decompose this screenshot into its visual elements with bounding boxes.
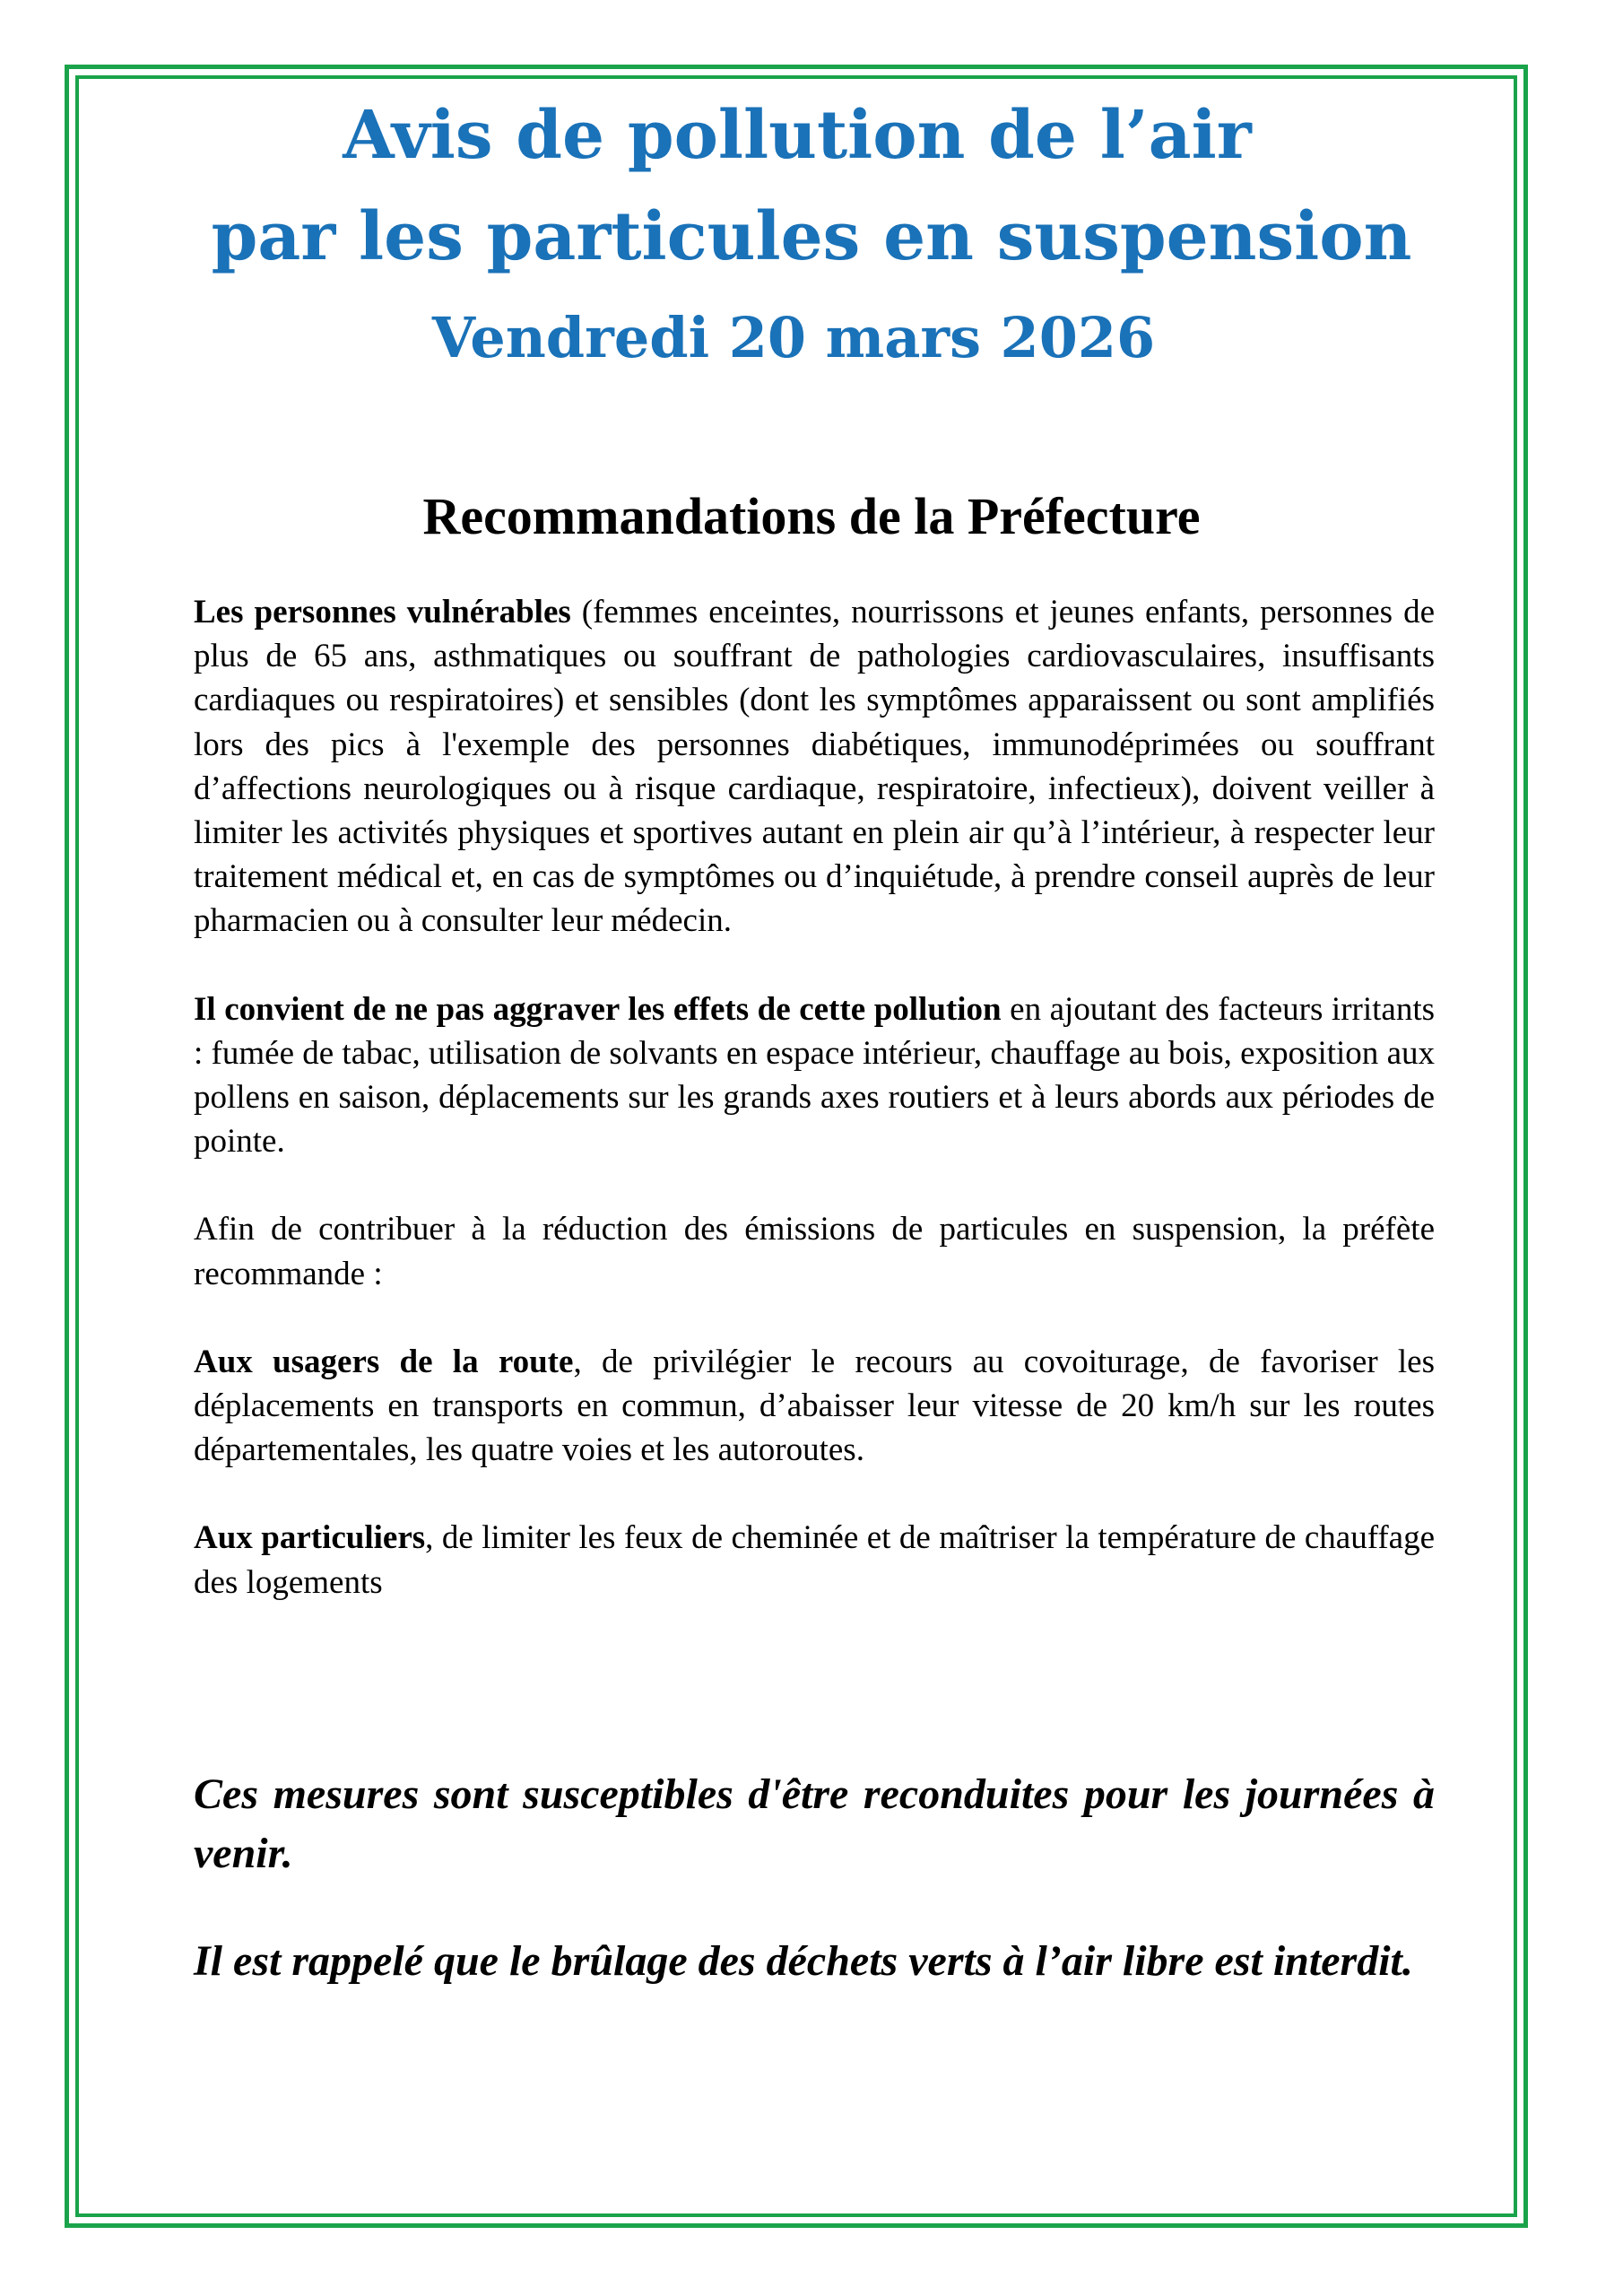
paragraph-text: (femmes enceintes, nourrissons et jeunes enfants, personnes de plus de 65 ans, asthmatiques ou souffrant de pathologies cardiovasculaires, insuffisants cardiaques ou respiratoires) et sensibles (dont les symptômes apparaissent ou sont amplifiés lors des pics à l'exemple des personnes diabétiques, immunodéprimées ou souffrant d’affections neurologiques ou à risque cardiaque, respiratoire, infectieux), doivent veiller à limiter les activités physiques et sportives autant en plein air qu’à l’intérieur, à respecter leur traitement médical et, en cas de symptômes ou d’inquiétude, à prendre conseil auprès de leur pharmacien ou à consulter leur médecin. xyxy=(194,594,1436,940)
notice-date: Vendredi 20 mars 2026 xyxy=(431,305,1156,370)
title-line-1: Avis de pollution de l’air xyxy=(343,97,1252,174)
title-line-2: par les particules en suspension xyxy=(211,198,1412,275)
section-heading: Recommandations de la Préfecture xyxy=(422,487,1201,545)
paragraph-text: Afin de contribuer à la réduction des émissions de particules en suspension, la préfète recommande : xyxy=(194,1211,1435,1292)
paragraph-aggravating-factors xyxy=(194,987,1435,1164)
paragraph-text: en ajoutant des facteurs irritants : fumée de tabac, utilisation de solvants en espace intérieur, chauffage au bois, exposition aux pollens en saison, déplacements sur les grands axes routiers et à leurs abords aux périodes de pointe. xyxy=(194,990,1436,1161)
paragraph-text: , de privilégier le recours au covoiturage, de favoriser les déplacements en transports en commun, d’abaisser leur vitesse de 20 km/h sur les routes départementales, les quatre voies et les autoroutes. xyxy=(194,1343,1436,1469)
paragraph-recommendation-intro xyxy=(194,1207,1435,1295)
paragraph-vulnerable-persons xyxy=(194,590,1435,944)
body-text xyxy=(194,590,1435,1648)
title-block xyxy=(81,86,1542,387)
paragraph-road-users xyxy=(194,1340,1435,1473)
closing-note-renewal: Ces mesures sont susceptibles d'être reconduites pour les journées à venir. xyxy=(194,1770,1435,1877)
closing-note-burning-ban: Il est rappelé que le brûlage des déchets verts à l’air libre est interdit. xyxy=(194,1937,1413,1985)
paragraph-text: , de limiter les feux de cheminée et de maîtriser la température de chauffage des logements xyxy=(194,1519,1436,1601)
paragraph-lead: Aux particuliers xyxy=(194,1519,426,1557)
paragraph-individuals xyxy=(194,1516,1435,1604)
paragraph-lead: Les personnes vulnérables xyxy=(194,594,571,631)
closing-notes xyxy=(194,1765,1435,2039)
paragraph-lead: Il convient de ne pas aggraver les effets de cette pollution xyxy=(194,990,1002,1028)
paragraph-lead: Aux usagers de la route xyxy=(194,1343,574,1380)
